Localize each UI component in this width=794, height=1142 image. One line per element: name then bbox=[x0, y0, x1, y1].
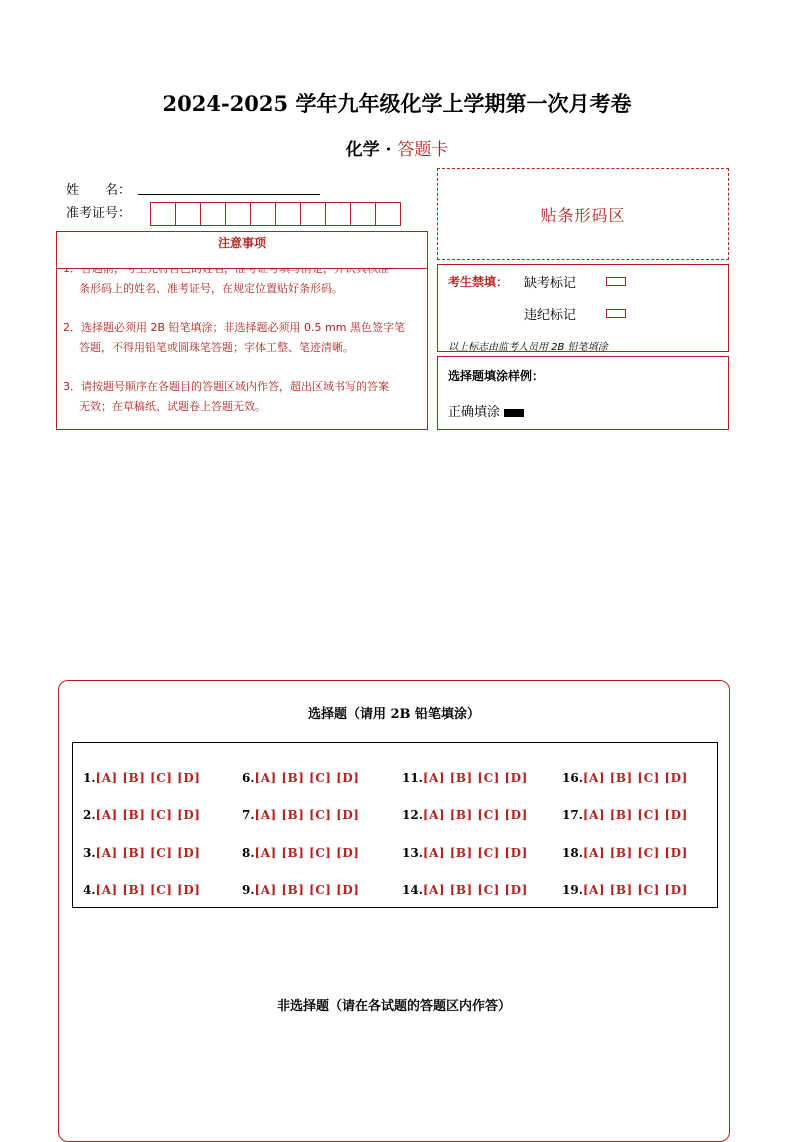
choice-section-title: 选择题（请用 2B 铅笔填涂） bbox=[307, 707, 481, 722]
choice-question[interactable] bbox=[562, 808, 688, 822]
answer-options[interactable]: [A] [B] [C] [D] bbox=[95, 846, 201, 860]
subtitle-subject: 化学 · bbox=[345, 140, 398, 160]
choice-question[interactable] bbox=[562, 883, 688, 897]
question-number: 8. bbox=[242, 846, 255, 860]
id-digit-box[interactable] bbox=[375, 202, 401, 226]
question-number: 16. bbox=[562, 771, 583, 785]
notice-item-line: 3．请按题号顺序在各题目的答题区域内作答，超出区域书写的答案 bbox=[63, 380, 389, 393]
answer-options[interactable]: [A] [B] [C] [D] bbox=[422, 808, 528, 822]
violation-label: 违纪标记 bbox=[524, 308, 577, 323]
question-number: 6. bbox=[242, 771, 255, 785]
answer-options[interactable]: [A] [B] [C] [D] bbox=[95, 808, 201, 822]
fill-sample-panel bbox=[437, 356, 729, 430]
barcode-label: 贴条形码区 bbox=[540, 205, 626, 225]
answer-options[interactable]: [A] [B] [C] [D] bbox=[582, 808, 688, 822]
name-label: 姓 名： bbox=[66, 183, 132, 198]
name-field[interactable] bbox=[138, 193, 320, 195]
choice-question[interactable] bbox=[402, 883, 528, 897]
page-subtitle bbox=[0, 135, 794, 160]
question-number: 17. bbox=[562, 808, 583, 822]
sample-label: 选择题填涂样例： bbox=[448, 369, 545, 383]
answer-options[interactable]: [A] [B] [C] [D] bbox=[422, 771, 528, 785]
id-digit-box[interactable] bbox=[150, 202, 176, 226]
id-digit-box[interactable] bbox=[250, 202, 276, 226]
id-label: 准考证号： bbox=[66, 206, 132, 221]
violation-mark-box[interactable] bbox=[606, 309, 626, 318]
nonchoice-section-title: 非选择题（请在各试题的答题区内作答） bbox=[276, 999, 511, 1014]
choice-question[interactable] bbox=[402, 846, 528, 860]
id-digit-box[interactable] bbox=[225, 202, 251, 226]
id-digit-box[interactable] bbox=[175, 202, 201, 226]
notice-item-line: 答题，不得用铅笔或圆珠笔答题；字体工整、笔迹清晰。 bbox=[79, 341, 354, 354]
correct-fill-label: 正确填涂 bbox=[448, 405, 501, 420]
id-digit-box[interactable] bbox=[325, 202, 351, 226]
question-number: 9. bbox=[242, 883, 255, 897]
answer-options[interactable]: [A] [B] [C] [D] bbox=[582, 771, 688, 785]
choice-question[interactable] bbox=[562, 771, 688, 785]
choice-question[interactable] bbox=[83, 808, 200, 822]
choice-question[interactable] bbox=[83, 883, 200, 897]
answer-options[interactable]: [A] [B] [C] [D] bbox=[254, 808, 360, 822]
id-number-boxes bbox=[151, 202, 401, 226]
choice-answer-grid bbox=[72, 742, 718, 908]
question-number: 1. bbox=[83, 771, 96, 785]
notice-item-line: 2．选择题必须用 2B 铅笔填涂；非选择题必须用 0.5 mm 黑色签字笔 bbox=[63, 321, 405, 334]
answer-options[interactable]: [A] [B] [C] [D] bbox=[422, 883, 528, 897]
question-number: 11. bbox=[402, 771, 423, 785]
filled-mark-icon bbox=[504, 409, 524, 417]
notice-item-line: 条形码上的姓名、准考证号，在规定位置贴好条形码。 bbox=[79, 282, 343, 295]
choice-question[interactable] bbox=[402, 771, 528, 785]
answer-options[interactable]: [A] [B] [C] [D] bbox=[254, 771, 360, 785]
question-number: 13. bbox=[402, 846, 423, 860]
choice-question[interactable] bbox=[83, 846, 200, 860]
absent-label: 缺考标记 bbox=[524, 276, 577, 291]
page-title: 2024-2025 学年九年级化学上学期第一次月考卷 bbox=[162, 91, 632, 116]
notice-panel bbox=[56, 231, 428, 430]
correct-fill-example bbox=[448, 401, 524, 420]
question-number: 2. bbox=[83, 808, 96, 822]
answer-options[interactable]: [A] [B] [C] [D] bbox=[582, 883, 688, 897]
answer-options[interactable]: [A] [B] [C] [D] bbox=[254, 846, 360, 860]
question-number: 18. bbox=[562, 846, 583, 860]
answer-options[interactable]: [A] [B] [C] [D] bbox=[422, 846, 528, 860]
examinee-label: 考生禁填： bbox=[448, 275, 509, 289]
id-digit-box[interactable] bbox=[200, 202, 226, 226]
choice-question[interactable] bbox=[83, 771, 200, 785]
question-number: 14. bbox=[402, 883, 423, 897]
question-number: 3. bbox=[83, 846, 96, 860]
choice-question[interactable] bbox=[242, 883, 359, 897]
subtitle-card: 答题卡 bbox=[397, 140, 449, 160]
question-number: 7. bbox=[242, 808, 255, 822]
answer-options[interactable]: [A] [B] [C] [D] bbox=[254, 883, 360, 897]
question-number: 12. bbox=[402, 808, 423, 822]
choice-question[interactable] bbox=[242, 771, 359, 785]
choice-question[interactable] bbox=[242, 846, 359, 860]
absent-mark-box[interactable] bbox=[606, 277, 626, 286]
examinee-marks-panel bbox=[437, 264, 729, 352]
id-digit-box[interactable] bbox=[300, 202, 326, 226]
answer-options[interactable]: [A] [B] [C] [D] bbox=[95, 771, 201, 785]
id-digit-box[interactable] bbox=[275, 202, 301, 226]
examinee-note: 以上标志由监考人员用 2B 铅笔填涂 bbox=[448, 342, 608, 352]
choice-question[interactable] bbox=[402, 808, 528, 822]
question-number: 4. bbox=[83, 883, 96, 897]
notice-item bbox=[63, 318, 419, 358]
answer-options[interactable]: [A] [B] [C] [D] bbox=[95, 883, 201, 897]
question-number: 19. bbox=[562, 883, 583, 897]
answer-panel bbox=[58, 680, 730, 1142]
notice-item bbox=[63, 377, 419, 417]
barcode-area bbox=[437, 168, 729, 260]
notice-heading: 注意事项 bbox=[57, 232, 427, 269]
answer-options[interactable]: [A] [B] [C] [D] bbox=[582, 846, 688, 860]
id-digit-box[interactable] bbox=[350, 202, 376, 226]
choice-question[interactable] bbox=[242, 808, 359, 822]
notice-item-line: 无效；在草稿纸、试题卷上答题无效。 bbox=[79, 400, 266, 413]
choice-question[interactable] bbox=[562, 846, 688, 860]
